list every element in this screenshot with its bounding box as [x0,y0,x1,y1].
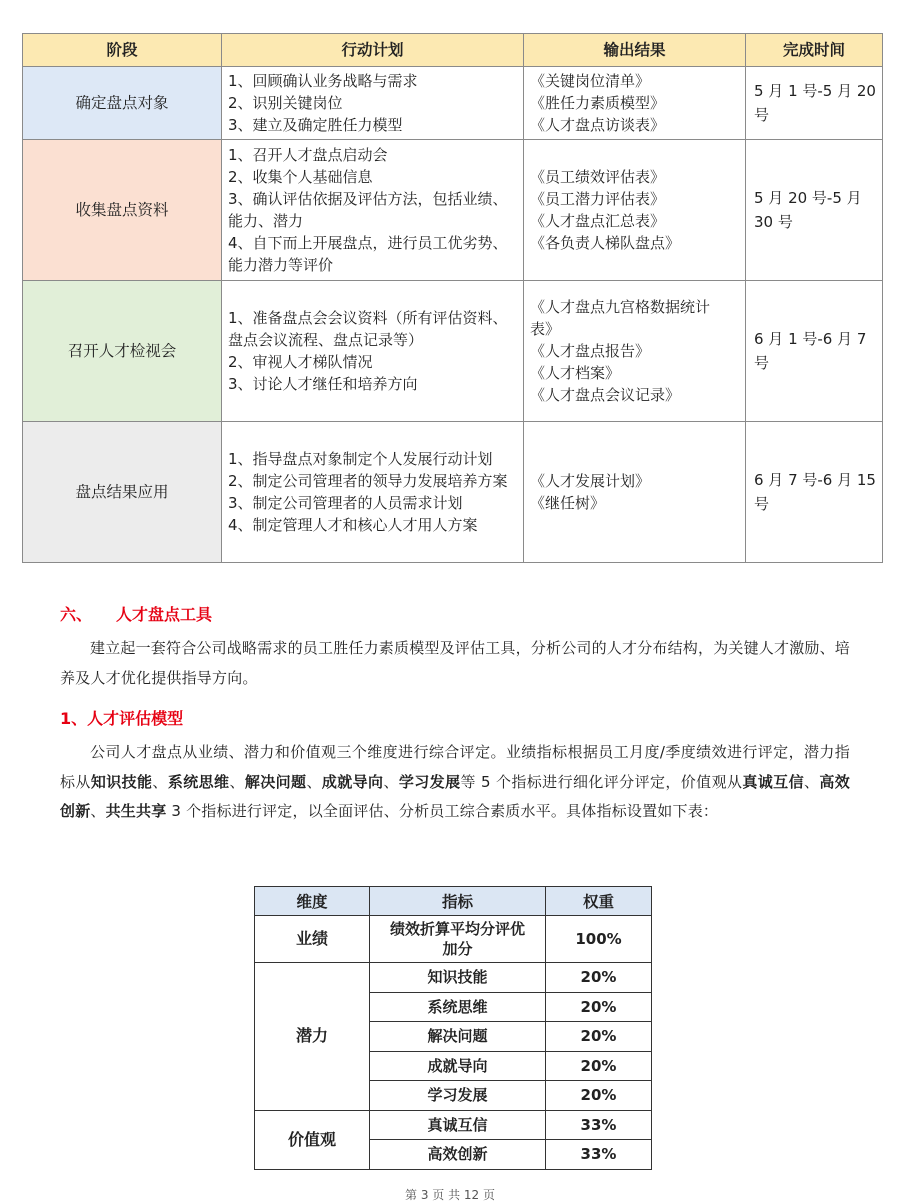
page-footer: 第 3 页 共 12 页 [405,1188,495,1202]
weight-cell: 20% [546,963,652,993]
weights-header-row [255,887,652,916]
indicator-cell: 系统思维 [370,992,546,1022]
plan-table-row [23,140,883,281]
indicator-cell: 学习发展 [370,1081,546,1111]
plan-table [22,33,883,563]
section-title: 人才盘点工具 [116,605,213,624]
plan-stage: 召开人才检视会 [23,281,222,422]
plan-outputs: 《员工绩效评估表》 《员工潜力评估表》 《人才盘点汇总表》 《各负责人梯队盘点》 [524,140,746,281]
indicator-cell: 真诚互信 [370,1110,546,1140]
bold-term: 知识技能 [90,772,153,791]
weights-header-indicator: 指标 [370,887,546,916]
indicator-cell: 高效创新 [370,1140,546,1170]
para-separator: 、 [152,772,168,791]
dimension-cell: 潜力 [255,963,370,1111]
plan-time: 6 月 1 号-6 月 7 号 [746,281,883,422]
bold-term: 真诚互信 [742,772,804,791]
table-row [255,1110,652,1140]
plan-header-actions: 行动计划 [222,34,524,67]
weights-header-weight: 权重 [546,887,652,916]
subsection-heading: 1、人才评估模型 [60,709,184,728]
bold-term: 学习发展 [398,772,461,791]
plan-header-outputs: 输出结果 [524,34,746,67]
section-intro-paragraph: 建立起一套符合公司战略需求的员工胜任力素质模型及评估工具，分析公司的人才分布结构，为关键人才激励、培养及人才优化提供指导方向。 [60,639,851,687]
table-row [255,963,652,993]
plan-actions: 1、召开人才盘点启动会 2、收集个人基础信息 3、确认评估依据及评估方法，包括业绩、能力、潜力 4、自下而上开展盘点，进行员工优劣势、能力潜力等评价 [222,140,524,281]
plan-stage: 盘点结果应用 [23,422,222,563]
plan-actions: 1、回顾确认业务战略与需求 2、识别关键岗位 3、建立及确定胜任力模型 [222,67,524,140]
plan-stage: 收集盘点资料 [23,140,222,281]
para-text: 3 个指标进行评定，以全面评估、分析员工综合素质水平。具体指标设置如下表： [166,802,719,820]
weight-cell: 20% [546,1022,652,1052]
table-row [255,916,652,963]
para-separator: 、 [383,772,399,791]
para-text: 等 5 个指标进行细化评分评定，价值观从 [460,772,743,791]
indicator-cell: 成就导向 [370,1051,546,1081]
bold-term: 成就导向 [321,772,384,791]
para-separator: 、 [803,772,820,791]
plan-outputs: 《关键岗位清单》 《胜任力素质模型》 《人才盘点访谈表》 [524,67,746,140]
plan-actions: 1、准备盘点会会议资料（所有评估资料、盘点会议流程、盘点记录等） 2、审视人才梯队情况 3、讨论人才继任和培养方向 [222,281,524,422]
dimension-cell: 价值观 [255,1110,370,1169]
indicator-cell: 绩效折算平均分评优加分 [370,916,546,963]
section-number: 六、 [60,605,93,624]
weight-cell: 33% [546,1140,652,1170]
para-separator: 、 [90,802,106,820]
para-separator: 、 [306,772,322,791]
para-separator: 、 [229,772,245,791]
weight-cell: 100% [546,916,652,963]
weight-cell: 20% [546,992,652,1022]
plan-table-row [23,422,883,563]
plan-stage: 确定盘点对象 [23,67,222,140]
model-paragraph [60,738,850,827]
plan-table-header-row [23,34,883,67]
plan-time: 5 月 1 号-5 月 20 号 [746,67,883,140]
plan-header-stage: 阶段 [23,34,222,67]
plan-outputs: 《人才发展计划》 《继任树》 [524,422,746,563]
plan-table-row [23,281,883,422]
bold-term: 高效创新 [60,772,850,820]
section-heading [60,603,212,627]
bold-term: 共生共享 [105,802,167,820]
weights-table [254,886,652,1170]
plan-time: 5 月 20 号-5 月 30 号 [746,140,883,281]
weight-cell: 20% [546,1051,652,1081]
plan-header-time: 完成时间 [746,34,883,67]
plan-actions: 1、指导盘点对象制定个人发展行动计划 2、制定公司管理者的领导力发展培养方案 3、制定公司管理者的人员需求计划 4、制定管理人才和核心人才用人方案 [222,422,524,563]
bold-term: 解决问题 [244,772,307,791]
dimension-cell: 业绩 [255,916,370,963]
indicator-cell: 解决问题 [370,1022,546,1052]
plan-table-row [23,67,883,140]
weight-cell: 33% [546,1110,652,1140]
plan-outputs: 《人才盘点九宫格数据统计表》 《人才盘点报告》 《人才档案》 《人才盘点会议记录》 [524,281,746,422]
para-text: 公司人才盘点从业绩、潜力和价值观三个维度进行综合评定。业绩指标根据员工月度/季度绩效进行评定，潜力指标从 [60,743,850,791]
bold-term: 系统思维 [167,772,230,791]
indicator-cell: 知识技能 [370,963,546,993]
plan-time: 6 月 7 号-6 月 15 号 [746,422,883,563]
weights-header-dimension: 维度 [255,887,370,916]
weight-cell: 20% [546,1081,652,1111]
